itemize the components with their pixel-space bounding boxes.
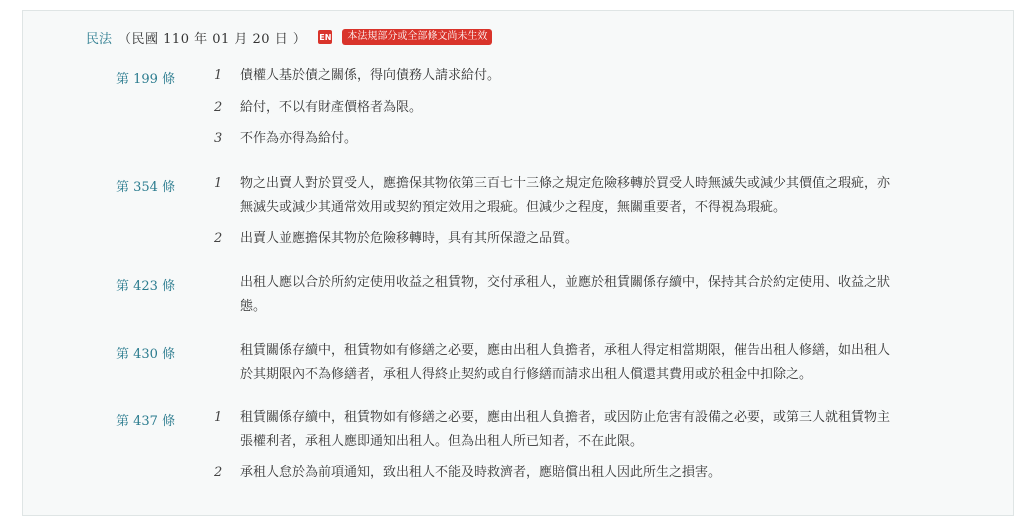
paragraph-number: 2 <box>214 465 223 480</box>
article-number-423[interactable]: 第 423 條 <box>116 279 176 294</box>
paragraph-number: 2 <box>214 231 223 246</box>
paragraph-text: 給付，不以有財產價格者為限。 <box>240 100 423 115</box>
law-date: （民國 110 年 01 月 20 日 ） <box>118 31 307 47</box>
paragraph-text: 租賃關係存續中，租賃物如有修繕之必要，應由出租人負擔者，承租人得定相當期限，催告出租人修繕，如出租人於其期限內不為修繕者，承租人得終止契約或自行修繕而請求出租人償還其費用或於租金中扣除之。 <box>240 343 891 382</box>
paragraph-text: 承租人怠於為前項通知，致出租人不能及時救濟者，應賠償出租人因此所生之損害。 <box>240 465 722 480</box>
paragraph-text: 租賃關係存續中，租賃物如有修繕之必要，應由出租人負擔者，或因防止危害有設備之必要，或第三人就租賃物主張權利者，承租人應即通知出租人。但為出租人所已知者，不在此限。 <box>240 410 891 449</box>
paragraph-number: 1 <box>214 176 223 191</box>
paragraph-text: 債權人基於債之關係，得向債務人請求給付。 <box>240 68 501 83</box>
paragraph-text: 出租人應以合於所約定使用收益之租賃物，交付承租人，並應於租賃關係存續中，保持其合於約定使用、收益之狀態。 <box>240 275 891 314</box>
paragraph-text: 不作為亦得為給付。 <box>240 131 358 146</box>
article-number-199[interactable]: 第 199 條 <box>116 72 176 87</box>
paragraph-number: 2 <box>214 100 223 115</box>
law-name-link[interactable]: 民法 <box>86 31 113 47</box>
article-number-437[interactable]: 第 437 條 <box>116 414 176 429</box>
paragraph-text: 出賣人並應擔保其物於危險移轉時，具有其所保證之品質。 <box>240 231 579 246</box>
article-number-354[interactable]: 第 354 條 <box>116 180 176 195</box>
not-yet-effective-badge: 本法規部分或全部條文尚未生效 <box>342 29 492 45</box>
law-header <box>86 26 492 48</box>
paragraph-text: 物之出賣人對於買受人，應擔保其物依第三百七十三條之規定危險移轉於買受人時無滅失或減少其價值之瑕疵，亦無滅失或減少其通常效用或契約預定效用之瑕疵。但減少之程度，無關重要者，不得視為瑕疵。 <box>240 176 891 215</box>
paragraph-number: 1 <box>214 68 223 83</box>
paragraph-number: 3 <box>214 131 223 146</box>
article-number-430[interactable]: 第 430 條 <box>116 347 176 362</box>
paragraph-number: 1 <box>214 410 223 425</box>
english-version-icon[interactable]: EN <box>318 30 332 44</box>
